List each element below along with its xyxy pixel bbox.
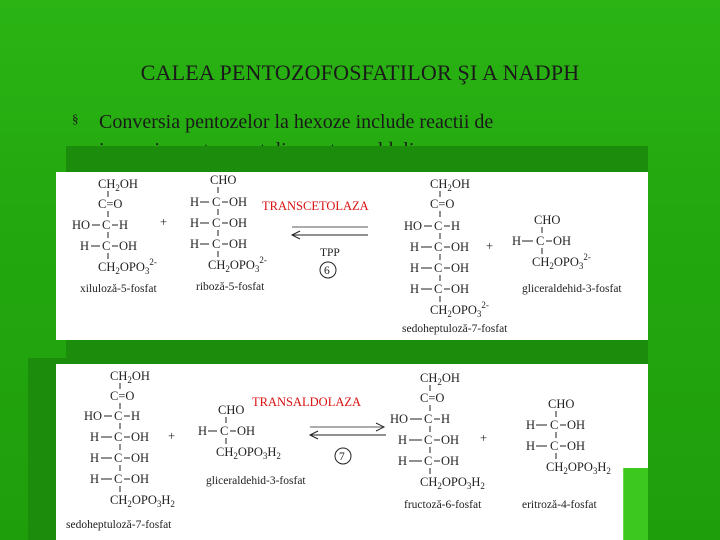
svg-text:CH2OPO32-: $CH_2OPO_3^{2-}$ <box>208 255 267 274</box>
svg-text:C: C <box>114 430 123 444</box>
svg-text:H: H <box>526 439 536 453</box>
svg-text:OH: OH <box>567 439 586 453</box>
svg-text:C: C <box>550 418 559 432</box>
svg-text:OH: OH <box>451 261 470 275</box>
gliceraldehid-3-fosfat-label: gliceraldehid-3-fosfat <box>522 283 622 295</box>
slide-title: CALEA PENTOZOFOSFATILOR ŞI A NADPH <box>140 60 580 85</box>
svg-text:H: H <box>90 472 100 486</box>
svg-text:OH: OH <box>131 430 150 444</box>
reaction-transaldolaza-diagram <box>56 364 648 540</box>
sedoheptuloza-7-fosfat-label: sedoheptuloză-7-fosfat <box>66 519 172 531</box>
svg-text:CHO: CHO <box>218 403 245 417</box>
svg-text:H: H <box>190 237 200 251</box>
svg-text:H: H <box>198 424 208 438</box>
svg-text:C=O: C=O <box>420 391 445 405</box>
svg-text:C: C <box>212 195 221 209</box>
svg-text:C: C <box>434 261 443 275</box>
svg-text:H: H <box>190 216 200 230</box>
svg-text:C: C <box>220 424 229 438</box>
svg-text:CH2OPO32-: $CH_2OPO_3^{2-}$ <box>430 300 489 319</box>
svg-text:H: H <box>119 218 129 232</box>
svg-text:C: C <box>434 240 443 254</box>
sedoheptuloza-7-fosfat-structure <box>66 369 175 531</box>
svg-text:H: H <box>441 412 451 426</box>
svg-text:C: C <box>434 282 443 296</box>
svg-text:H: H <box>398 433 408 447</box>
xiluloza-5-fosfat-label: xiluloză-5-fosfat <box>80 283 157 295</box>
gliceraldehid-3-fosfat-structure <box>512 213 622 295</box>
svg-text:H: H <box>90 430 100 444</box>
svg-text:CH2OPO3H2: $CH_2OPO_3H_2$ <box>546 460 611 476</box>
svg-text:OH: OH <box>131 472 150 486</box>
svg-text:CH2OPO3H2: $CH_2OPO_3H_2$ <box>216 445 281 461</box>
gliceraldehid-3-fosfat-structure <box>198 403 306 487</box>
svg-text:C: C <box>102 218 111 232</box>
svg-text:OH: OH <box>451 240 470 254</box>
riboza-5-fosfat-structure <box>190 173 267 293</box>
svg-text:CH2OPO3H2: $CH_2OPO_3H_2$ <box>420 475 485 491</box>
svg-text:C: C <box>102 239 111 253</box>
svg-text:OH: OH <box>229 216 248 230</box>
svg-text:CH2OH: $CH_2OH$ <box>420 371 460 387</box>
svg-text:C: C <box>536 234 545 248</box>
sedoheptuloza-7-fosfat-structure <box>402 177 508 335</box>
enzyme-transcetolaza-label: TRANSCETOLAZA <box>262 199 369 213</box>
svg-text:CHO: CHO <box>210 173 237 187</box>
svg-text:OH: OH <box>441 433 460 447</box>
fructoza-6-fosfat-label: fructoză-6-fosfat <box>404 499 482 511</box>
svg-text:HO: HO <box>390 412 409 426</box>
svg-text:H: H <box>410 261 420 275</box>
svg-text:H: H <box>398 454 408 468</box>
svg-text:H: H <box>410 282 420 296</box>
reaction-transcetolaza-diagram <box>56 172 648 340</box>
reaction-transaldolaza-panel <box>56 364 648 540</box>
svg-text:C: C <box>424 454 433 468</box>
svg-text:C: C <box>114 409 123 423</box>
gliceraldehid-3-fosfat-label: gliceraldehid-3-fosfat <box>206 475 306 487</box>
svg-text:OH: OH <box>553 234 572 248</box>
svg-text:H: H <box>451 219 461 233</box>
sedoheptuloza-7-fosfat-label: sedoheptuloză-7-fosfat <box>402 323 508 335</box>
svg-text:OH: OH <box>237 424 256 438</box>
svg-text:OH: OH <box>229 237 248 251</box>
svg-text:CHO: CHO <box>534 213 561 227</box>
plus-sign: + <box>486 239 494 253</box>
svg-text:C: C <box>424 412 433 426</box>
svg-text:H: H <box>512 234 522 248</box>
svg-text:OH: OH <box>119 239 138 253</box>
svg-text:OH: OH <box>567 418 586 432</box>
plus-sign: + <box>160 215 168 229</box>
xiluloza-5-fosfat-structure <box>72 177 157 295</box>
svg-text:H: H <box>190 195 200 209</box>
svg-text:CH2OH: $CH_2OH$ <box>110 369 150 385</box>
svg-text:C=O: C=O <box>430 197 455 211</box>
svg-text:C: C <box>434 219 443 233</box>
svg-text:H: H <box>80 239 90 253</box>
svg-text:C: C <box>114 472 123 486</box>
svg-text:CH2OH: $CH_2OH$ <box>430 177 470 193</box>
svg-text:HO: HO <box>72 218 91 232</box>
enzyme-transaldolaza-label: TRANSALDOLAZA <box>252 395 362 409</box>
svg-text:C=O: C=O <box>110 389 135 403</box>
bullet-text-line-1: Conversia pentozelor la hexoze include reactii de <box>99 111 494 133</box>
eritroza-4-fosfat-structure <box>522 397 611 511</box>
svg-text:CH2OPO32-: $CH_2OPO_3^{2-}$ <box>532 252 591 271</box>
svg-text:OH: OH <box>229 195 248 209</box>
square-bullet-icon: § <box>72 111 79 126</box>
svg-text:H: H <box>526 418 536 432</box>
cofactor-tpp-label: TPP <box>320 247 340 259</box>
fructoza-6-fosfat-structure <box>390 371 488 511</box>
svg-text:C: C <box>424 433 433 447</box>
svg-text:C: C <box>550 439 559 453</box>
step-number-7: 7 <box>339 451 345 463</box>
svg-text:OH: OH <box>451 282 470 296</box>
svg-text:H: H <box>90 451 100 465</box>
reaction-transcetolaza-panel <box>56 172 648 340</box>
svg-text:CHO: CHO <box>548 397 575 411</box>
plus-sign: + <box>168 429 176 443</box>
svg-text:C: C <box>212 237 221 251</box>
eritroza-4-fosfat-label: eritroză-4-fosfat <box>522 499 597 511</box>
svg-text:C: C <box>114 451 123 465</box>
riboza-5-fosfat-label: riboză-5-fosfat <box>196 281 265 293</box>
svg-text:HO: HO <box>84 409 103 423</box>
svg-text:HO: HO <box>404 219 423 233</box>
svg-text:H: H <box>131 409 141 423</box>
svg-text:OH: OH <box>131 451 150 465</box>
svg-text:C: C <box>212 216 221 230</box>
svg-text:H: H <box>410 240 420 254</box>
decorative-bar <box>623 468 648 540</box>
svg-text:CH2OH: $CH_2OH$ <box>98 177 138 193</box>
svg-text:OH: OH <box>441 454 460 468</box>
plus-sign: + <box>480 431 488 445</box>
step-number-6: 6 <box>324 265 330 277</box>
svg-text:CH2OPO3H2: $CH_2OPO_3H_2$ <box>110 493 175 509</box>
svg-text:CH2OPO32-: $CH_2OPO_3^{2-}$ <box>98 257 157 276</box>
svg-text:C=O: C=O <box>98 197 123 211</box>
